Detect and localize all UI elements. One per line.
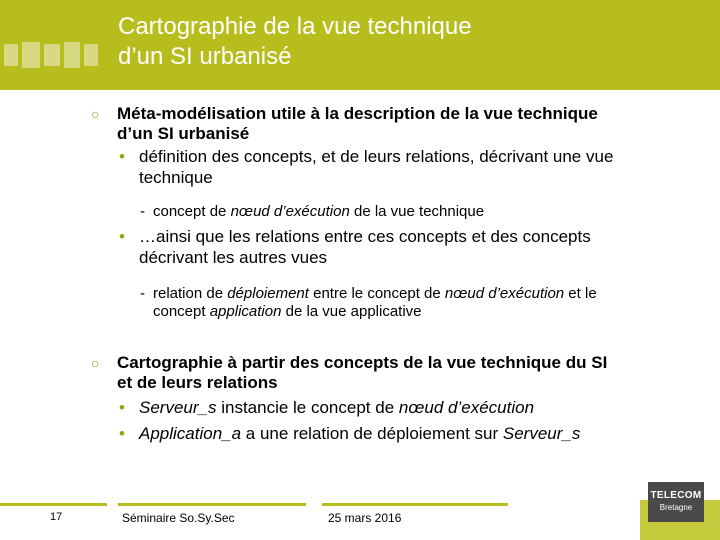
dot-bullet-icon: • bbox=[119, 398, 125, 417]
dot-bullet-icon: • bbox=[119, 227, 125, 246]
dash-bullet-icon: - bbox=[140, 203, 145, 220]
section-1-sub-2: - relation de déploiement entre le concept de nœud d’exécution et le concept application de la vue applicative bbox=[140, 285, 597, 320]
footer-date: 25 mars 2016 bbox=[328, 511, 402, 525]
section-2-bullet-2: • Application_a a une relation de déploiement sur Serveur_s bbox=[119, 424, 581, 443]
section-2-heading: ○ Cartographie à partir des concepts de la vue technique du SI et de leurs relations bbox=[91, 353, 608, 392]
dash-bullet-icon: - bbox=[140, 285, 145, 302]
section-1-bullet-1: • définition des concepts, et de leurs relations, décrivant une vue technique bbox=[119, 147, 614, 187]
slide-title bbox=[118, 12, 708, 72]
section-1-sub-1: - concept de nœud d’exécution de la vue technique bbox=[140, 203, 485, 220]
logo-line-2: Bretagne bbox=[659, 503, 693, 512]
slide-body bbox=[90, 104, 700, 444]
footer-seminar: Séminaire So.Sy.Sec bbox=[122, 511, 235, 525]
section-1-bullet-2: • …ainsi que les relations entre ces concepts et des concepts décrivant les autres vues bbox=[119, 227, 591, 267]
page-number: 17 bbox=[50, 511, 63, 523]
dot-bullet-icon: • bbox=[119, 424, 125, 443]
title-line-2: d’un SI urbanisé bbox=[118, 43, 292, 70]
footer-divider-right bbox=[322, 503, 508, 506]
section-1-heading: ○ Méta-modélisation utile à la description de la vue technique d’un SI urbanisé bbox=[91, 104, 598, 143]
hollow-circle-bullet-icon: ○ bbox=[91, 106, 100, 122]
logo-line-1: TELECOM bbox=[650, 490, 702, 501]
footer-divider-middle bbox=[118, 503, 306, 506]
dot-bullet-icon: • bbox=[119, 147, 125, 166]
watermark-logo bbox=[2, 38, 102, 72]
title-line-1: Cartographie de la vue technique bbox=[118, 13, 472, 40]
section-2-bullet-1: • Serveur_s instancie le concept de nœud d’exécution bbox=[119, 398, 535, 417]
telecom-bretagne-logo bbox=[648, 482, 704, 522]
footer-divider-left bbox=[0, 503, 107, 506]
header-bar bbox=[0, 0, 720, 90]
hollow-circle-bullet-icon: ○ bbox=[91, 355, 100, 371]
